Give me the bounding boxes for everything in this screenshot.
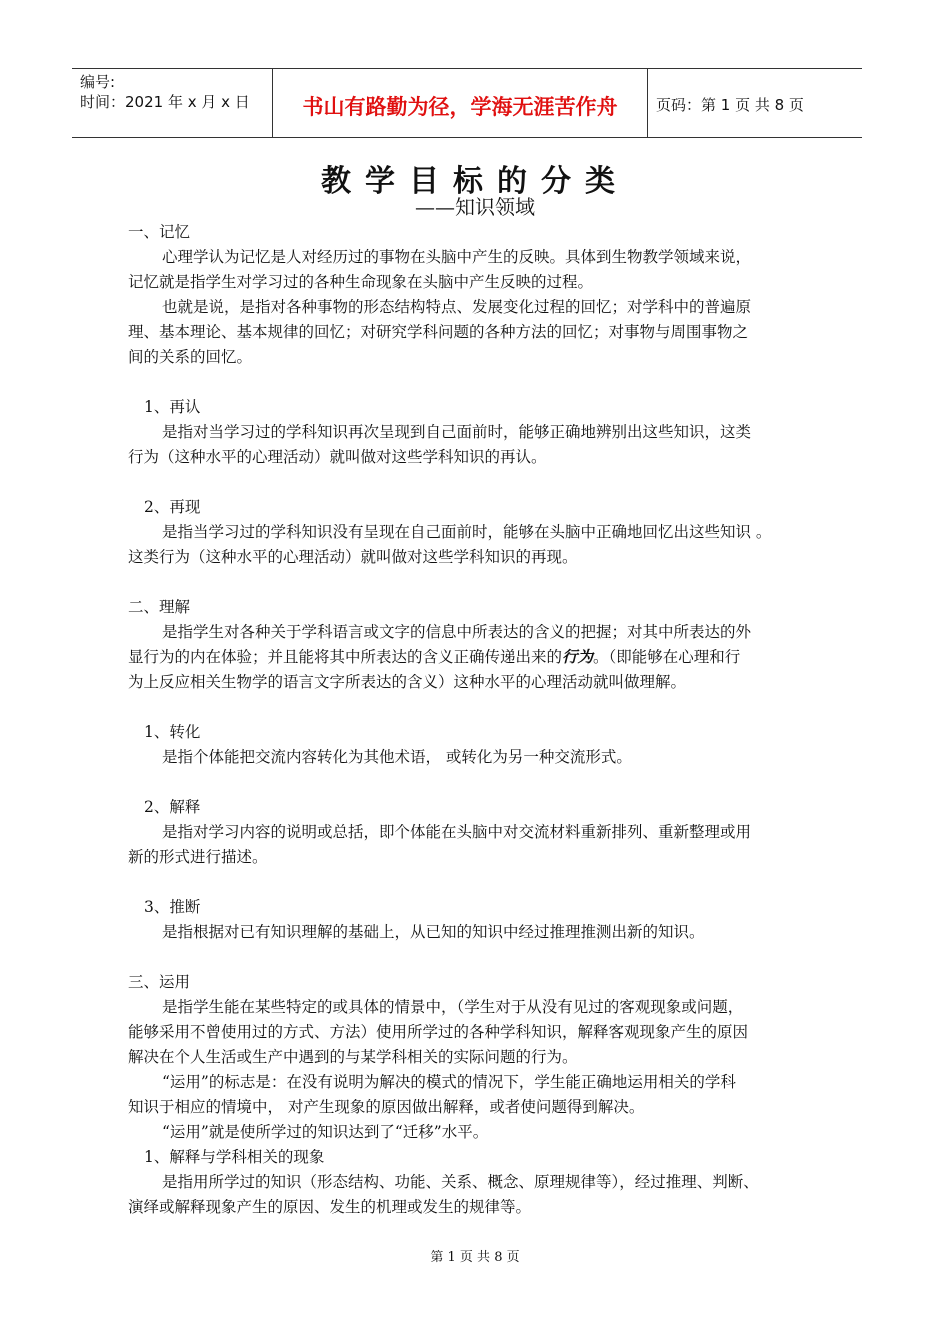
page-footer: 第 1 页 共 8 页 xyxy=(430,1250,520,1265)
page-number-label: 页码：第 1 页 共 8 页 xyxy=(656,96,804,114)
paragraph-line: 也就是说，是指对各种事物的形态结构特点、发展变化过程的回忆；对学科中的普遍原 xyxy=(162,298,752,316)
paragraph-line: 为上反应相关生物学的语言文字所表达的含义）这种水平的心理活动就叫做理解。 xyxy=(128,673,687,691)
paragraph-line: 是指当学习过的学科知识没有呈现在自己面前时，能够在头脑中正确地回忆出这些知识 。 xyxy=(162,523,772,541)
paragraph-line: 是指学生对各种关于学科语言或文字的信息中所表达的含义的把握；对其中所表达的外 xyxy=(162,623,752,641)
paragraph-line: 是指对当学习过的学科知识再次呈现到自己面前时，能够正确地辨别出这些知识，这类 xyxy=(162,423,752,441)
paragraph-line: 知识于相应的情境中， 对产生现象的原因做出解释，或者使问题得到解决。 xyxy=(128,1098,645,1116)
doc-time-label: 时间：2021 年 x 月 x 日 xyxy=(80,93,250,111)
paragraph-line: “运用”就是使所学过的知识达到了“迁移”水平。 xyxy=(162,1123,489,1141)
paragraph-line: 解决在个人生活或生产中遇到的与某学科相关的实际问题的行为。 xyxy=(128,1048,578,1066)
paragraph-line: 是指学生能在某些特定的或具体的情景中，（学生对于从没有见过的客观现象或问题， xyxy=(162,998,744,1016)
section-heading-understanding: 二、理解 xyxy=(128,598,191,616)
paragraph-line: 这类行为（这种水平的心理活动）就叫做对这些学科知识的再现。 xyxy=(128,548,578,566)
header-motto-cell xyxy=(273,69,648,137)
subsection-heading-transformation: 1、转化 xyxy=(144,723,201,741)
paragraph-line: 能够采用不曾使用过的方式、方法）使用所学过的各种学科知识，解释客观现象产生的原因 xyxy=(128,1023,749,1041)
paragraph-line: 行为（这种水平的心理活动）就叫做对这些学科知识的再认。 xyxy=(128,448,547,466)
paragraph-line xyxy=(128,647,740,667)
page-subtitle: ——知识领域 xyxy=(415,195,535,219)
subsection-heading-recall: 2、再现 xyxy=(144,498,201,516)
emphasis-text: 行为 xyxy=(562,647,594,666)
paragraph-line: 演绎或解释现象产生的原因、发生的机理或发生的规律等。 xyxy=(128,1198,532,1216)
subsection-heading-interpretation: 2、解释 xyxy=(144,798,201,816)
header-meta-cell xyxy=(72,69,273,137)
motto-text: 书山有路勤为径，学海无涯苦作舟 xyxy=(302,95,618,119)
paragraph-line: 是指对学习内容的说明或总括，即个体能在头脑中对交流材料重新排列、重新整理或用 xyxy=(162,823,752,841)
text-segment: 。（即能够在心理和行 xyxy=(593,648,741,666)
paragraph-line: 间的关系的回忆。 xyxy=(128,348,253,366)
doc-number-label: 编号: xyxy=(80,73,116,91)
paragraph-line: 是指用所学过的知识（形态结构、功能、关系、概念、原理规律等），经过推理、判断、 xyxy=(162,1173,759,1191)
paragraph-line: 是指根据对已有知识理解的基础上，从已知的知识中经过推理推测出新的知识。 xyxy=(162,923,705,941)
paragraph-line: 心理学认为记忆是人对经历过的事物在头脑中产生的反映。具体到生物教学领域来说， xyxy=(162,248,752,266)
header-page-cell xyxy=(648,69,862,137)
paragraph-line: 记忆就是指学生对学习过的各种生命现象在头脑中产生反映的过程。 xyxy=(128,273,594,291)
subsection-heading-inference: 3、推断 xyxy=(144,898,201,916)
section-heading-memory: 一、记忆 xyxy=(128,223,191,241)
paragraph-line: “运用”的标志是：在没有说明为解决的模式的情况下，学生能正确地运用相关的学科 xyxy=(162,1073,736,1091)
subsection-heading-explain-phenomena: 1、解释与学科相关的现象 xyxy=(144,1148,325,1166)
section-heading-application: 三、运用 xyxy=(128,973,191,991)
text-segment: 显行为的内在体验；并且能将其中所表达的含义正确传递出来的 xyxy=(128,648,563,666)
document-header xyxy=(72,68,862,138)
page-title: 教学目标的分类 xyxy=(321,164,629,199)
paragraph-line: 理、基本理论、基本规律的回忆；对研究学科问题的各种方法的回忆；对事物与周围事物之 xyxy=(128,323,749,341)
paragraph-line: 是指个体能把交流内容转化为其他术语， 或转化为另一种交流形式。 xyxy=(162,748,632,766)
subsection-heading-recognition: 1、再认 xyxy=(144,398,201,416)
paragraph-line: 新的形式进行描述。 xyxy=(128,848,268,866)
